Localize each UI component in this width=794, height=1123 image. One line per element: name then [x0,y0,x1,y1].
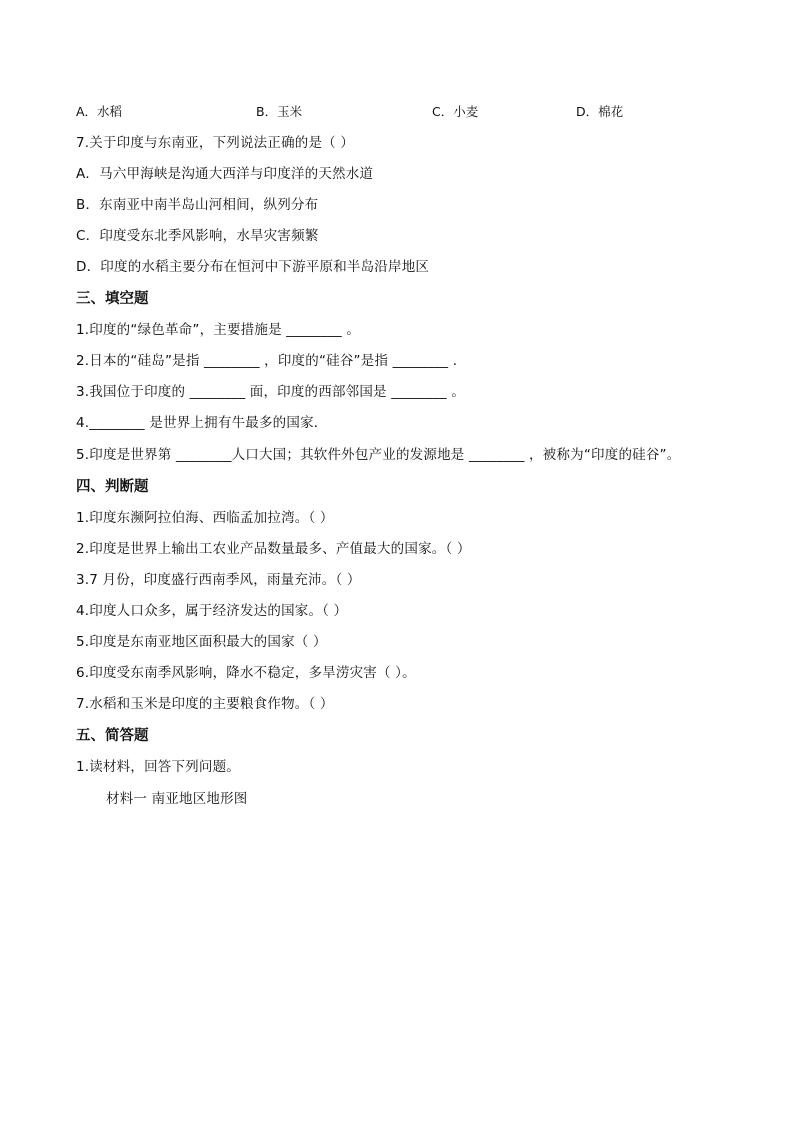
question-7-option-c: C．印度受东北季风影响，水旱灾害频繁 [76,228,319,244]
fill-item-5: 5.印度是世界第 ________人口大国；其软件外包产业的发源地是 ________ ，被称为“印度的硅谷”。 [76,447,681,463]
option-a: A．水稻 [76,104,123,119]
judge-item-5: 5.印度是东南亚地区面积最大的国家（ ） [76,634,327,650]
fill-item-3: 3.我国位于印度的 ________ 面，印度的西部邻国是 ________ 。 [76,384,466,400]
fill-item-4: 4.________ 是世界上拥有牛最多的国家． [76,415,328,431]
material-title: 材料一 南亚地区地形图 [106,791,248,807]
question-7-option-b: B．东南亚中南半岛山河相间，纵列分布 [76,197,319,213]
option-c: C．小麦 [432,104,479,119]
previous-question-options [0,102,794,122]
judge-item-7: 7.水稻和玉米是印度的主要粮食作物。（ ） [76,696,334,712]
section-short-heading: 五、简答题 [76,728,149,744]
judge-item-2: 2.印度是世界上输出工农业产品数量最多、产值最大的国家。（ ） [76,541,471,557]
judge-item-1: 1.印度东濒阿拉伯海、西临孟加拉湾。（ ） [76,510,334,526]
fill-item-1: 1.印度的“绿色革命”，主要措施是 ________ 。 [76,322,361,338]
section-judge-heading: 四、判断题 [76,479,149,495]
judge-item-6: 6.印度受东南季风影响，降水不稳定，多旱涝灾害（ ）。 [76,665,416,681]
judge-item-4: 4.印度人口众多，属于经济发达的国家。（ ） [76,603,348,619]
judge-item-3: 3.7 月份，印度盛行西南季风，雨量充沛。（ ） [76,572,361,588]
option-b: B．玉米 [256,104,303,119]
short-item-1: 1.读材料，回答下列问题。 [76,759,240,775]
question-7-option-a: A．马六甲海峡是沟通大西洋与印度洋的天然水道 [76,166,374,182]
question-7-stem: 7.关于印度与东南亚，下列说法正确的是（ ） [76,135,355,151]
option-d: D．棉花 [576,104,624,119]
section-fill-heading: 三、填空题 [76,291,149,307]
question-7-option-d: D．印度的水稻主要分布在恒河中下游平原和半岛沿岸地区 [76,259,430,275]
fill-item-2: 2.日本的“硅岛”是指 ________ ，印度的“硅谷”是指 ________ . [76,353,458,369]
